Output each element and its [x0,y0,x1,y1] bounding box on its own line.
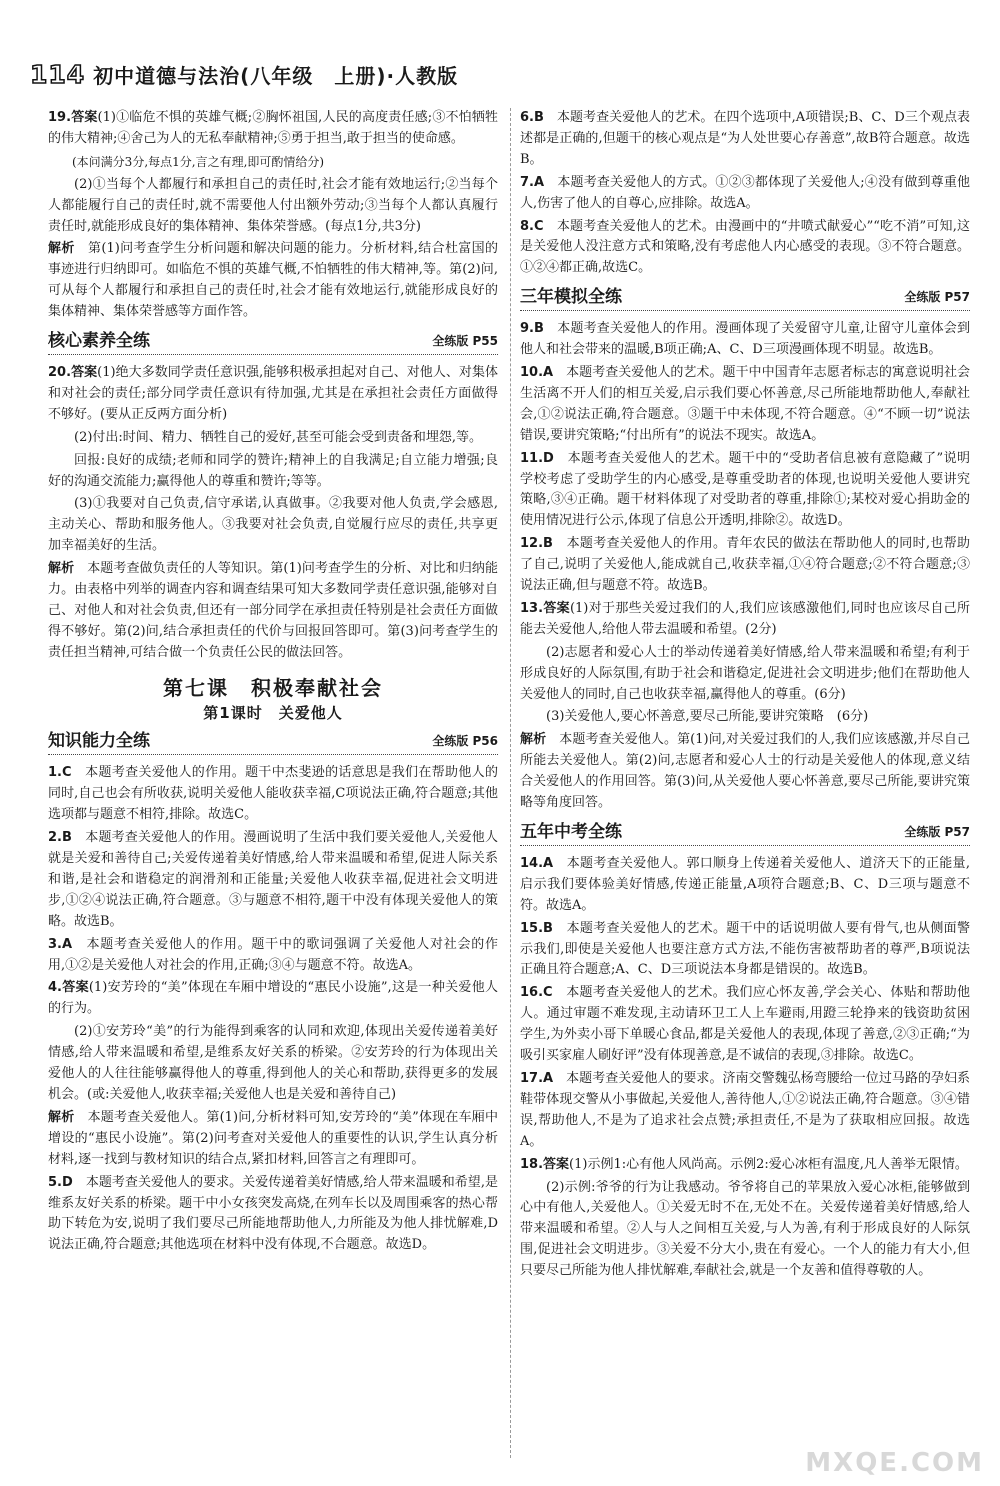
page-number: 114 [30,59,86,89]
answer-item [520,173,970,215]
answer-text: (2)①安芳玲“美”的行为能得到乘客的认同和欢迎,体现出关爱传递着美好情感,给人带来温暖和希望,是维系友好关系的桥梁。②安芳玲的行为体现出关爱他人的人往往能够赢得他人的尊重,得到他人的关心和帮助,获得更多的发展机会。(或:关爱他人,收获幸福;关爱他人也是关爱和善待自己) [48,1024,498,1102]
answer-item [520,919,970,982]
answer-text: 本题考查关爱他人的要求。济南交警魏弘杨弯腰给一位过马路的孕妇系鞋带体现交警从小事做起,关爱他人,善待他人,①②说法正确,符合题意。③④错误,帮助他人,不是为了追求社会点赞;承担责任,不是为了获取相应回报。故选A。 [520,1070,970,1149]
answer-item [48,363,498,426]
answer-item [520,707,970,728]
answer-item [48,1173,498,1257]
answer-text: 本题考查关爱他人的艺术。题干中中国青年志愿者标志的寓意说明社会生活离不开人们的相互关爱,启示我们要心怀善意,尽己所能地帮助他人,奉献社会,①②说法正确,符合题意。③题干中未体现,不符合题意。④“不顾一切”说法错误,要讲究策略;“付出所有”的说法不现实。故选A。 [520,364,970,443]
answer-text: 本题考查关爱他人。第(1)问,分析材料可知,安芳玲的“美”体现在车厢中增设的“惠民小设施”。第(2)问考查对关爱他人的重要性的认识,学生认真分析材料,逐一找到与教材知识的结合点,紧扣材料,回答言之有理即可。 [48,1109,498,1167]
question-number: 11.D [520,450,554,466]
answer-item [48,1022,498,1106]
question-number: 3.A [48,936,73,952]
question-number: 14.A [520,855,554,871]
answer-text: 本题考查关爱他人的作用。青年农民的做法在帮助他人的同时,也帮助了自己,说明了关爱他人,能成就自己,收获幸福,①④符合题意;②不符合题意;③说法正确,但与题意不符。故选B。 [520,536,970,594]
book-title: 初中道德与法治(八年级 上册)·人教版 [93,63,459,88]
answer-item [48,428,498,449]
question-number: 15.B [520,920,553,936]
answer-item [48,494,498,557]
period-title: 第1课时 关爱他人 [203,703,343,722]
question-number: 18. [520,1156,544,1172]
answer-text: (3)关爱他人,要心怀善意,要尽己所能,要讲究策略 (6分) [546,709,869,725]
section-title: 知识能力全练 [48,731,150,752]
answer-text: 本题考查关爱他人的艺术。我们应心怀友善,学会关心、体贴和帮助他人。通过审题不难发现,主动请环卫工人上车避雨,用蹬三轮挣来的钱资助贫困学生,为外卖小哥下单暖心食品,都是关爱他人的表现,体现了善意,②③正确;“为吸引买家雇人刷好评”没有体现善意,是不诚信的表现,③排除。故选C。 [520,985,970,1064]
question-number: 19. [48,110,72,125]
section-title: 核心素养全练 [48,331,150,352]
answer-item [520,217,970,280]
answer-text: 本题考查关爱他人的艺术。在四个选项中,A项错误;B、C、D三个观点表述都是正确的,但题干的核心观点是“为人处世要心存善意”,故B符合题意。故选B。 [520,110,970,167]
answer-text: 本题考查关爱他人的艺术。题干中的话说明做人要有骨气,也从侧面警示我们,即使是关爱他人也要注意方式方法,不能伤害被帮助者的尊严,B项说法正确且符合题意;A、C、D三项说法本身都是错误的。故选B。 [520,920,970,978]
answer-item [520,854,970,917]
answer-text: (2)志愿者和爱心人士的举动传递着美好情感,给人带来温暖和希望;有利于形成良好的人际氛围,有助于社会和谐稳定,促进社会文明进步;他们在帮助他人关爱他人的同时,自己也收获幸福,赢得他人的尊重。(6分) [520,644,970,702]
answer-text: 本题考查关爱他人的作用。漫画体现了关爱留守儿童,让留守儿童体会到他人和社会带来的温暖,B项正确;A、C、D三项漫画体现不明显。故选B。 [520,321,970,358]
answer-item [520,1178,970,1283]
answer-tag: 答案 [543,1156,570,1172]
question-number: 8.C [520,218,544,234]
answer-text: (1)示例1:心有他人风尚高。示例2:爱心冰柜有温度,凡人善举无限情。 [569,1156,968,1172]
section-ref: 全练版 P56 [432,734,498,749]
answer-text: 本题考查关爱他人。第(1)问,对关爱过我们的人,我们应该感激,并尽自己所能去关爱他人。第(2)问,志愿者和爱心人士的行动是关爱他人的体现,意义结合关爱他人的作用回答。第(3)问,从关爱他人要心怀善意,要尽己所能,要讲究策略等角度回答。 [520,732,970,811]
section-heading [520,822,970,846]
question-number: 16.C [520,985,553,1001]
question-number: 17.A [520,1070,554,1086]
answer-tag: 答案 [543,600,570,616]
column-divider [510,108,511,1458]
answer-item [48,175,498,238]
answer-text: 本题考查关爱他人。郭口顺身上传递着关爱他人、道济天下的正能量,启示我们要体验美好情感,传递正能量,A项符合题意;B、C、D三项与题意不符。故选A。 [520,855,970,913]
answer-tag: 解析 [48,241,75,257]
section-ref: 全练版 P57 [904,290,970,305]
answer-item [48,828,498,933]
question-number: 1.C [48,765,72,781]
answer-item [520,319,970,361]
answer-item [48,152,498,173]
section-ref: 全练版 P55 [432,334,498,349]
answer-text: 本题考查关爱他人的艺术。由漫画中的“井喷式献爱心”“吃不消”可知,这是关爱他人没注意方式和策略,没有考虑他人内心感受的表现。③不符合题意。①②④都正确,故选C。 [520,218,970,276]
answer-item [48,935,498,977]
question-number: 5.D [48,1174,73,1190]
answer-item [520,643,970,706]
answer-item [48,108,498,150]
question-number: 20. [48,364,72,380]
answer-text: (1)①临危不惧的英雄气概;②胸怀祖国,人民的高度责任感;③不怕牺牲的伟大精神;④舍己为人的无私奉献精神;⑤勇于担当,敢于担当的使命感。 [48,110,498,146]
answer-item [520,599,970,641]
answer-text: 本题考查关爱他人的方式。①②③都体现了关爱他人;④没有做到尊重他人,伤害了他人的自尊心,应排除。故选A。 [520,174,970,211]
question-number: 13. [520,600,544,616]
left-column [48,108,498,1258]
answer-item [48,978,498,1020]
answer-item [520,449,970,533]
answer-text: (1)绝大多数同学责任意识强,能够积极承担起对自己、对他人、对集体和对社会的责任;部分同学责任意识有待加强,尤其是在承担社会责任方面做得不够好。(要从正反两方面分析) [48,364,498,422]
answer-item [520,983,970,1067]
watermark: MXQE.COM [805,1448,984,1478]
section-heading [48,731,498,755]
answer-tag: 答案 [71,364,98,380]
answer-tag: 解析 [520,732,547,748]
answer-item [520,1155,970,1176]
question-number: 9.B [520,321,544,337]
answer-tag: 解析 [48,561,75,577]
lesson-title: 第七课 积极奉献社会 [163,675,383,700]
answer-text: (2)付出:时间、精力、牺牲自己的爱好,甚至可能会受到责备和埋怨,等。 [74,429,483,445]
question-number: 4. [48,980,62,996]
answer-item [520,363,970,447]
answer-text: 本题考查关爱他人的艺术。题干中的“受助者信息被有意隐藏了”说明学校考虑了受助学生的内心感受,是尊重受助者的体现,也说明关爱他人要讲究策略,③④正确。题干材料体现了对受助者的尊重,排除①;某校对爱心捐助金的使用情况进行公示,体现了信息公开透明,排除②。故选D。 [520,450,970,529]
answer-text: (1)安芳玲的“美”体现在车厢中增设的“惠民小设施”,这是一种关爱他人的行为。 [48,980,498,1017]
question-number: 6.B [520,110,544,125]
section-heading [520,287,970,311]
answer-item [48,239,498,323]
answer-text: 回报:良好的成绩;老师和同学的赞许;精神上的自我满足;自立能力增强;良好的沟通交流能力;赢得他人的尊重和赞许;等等。 [48,452,498,489]
answer-text: 本题考查关爱他人的作用。漫画说明了生活中我们要关爱他人,关爱他人就是关爱和善待自己;关爱传递着美好情感,给人带来温暖和希望,促进人际关系和谐,是社会和谐稳定的润滑剂和正能量;关爱他人收获幸福,促进社会文明进步,①②④说法正确,符合题意。③与题意不相符,题干中没有体现关爱他人的策略。故选B。 [48,830,498,929]
answer-text: 本题考查关爱他人的作用。题干中的歌词强调了关爱他人对社会的作用,①②是关爱他人对社会的作用,正确;③④与题意不符。故选A。 [48,936,498,973]
answer-item [48,559,498,664]
answer-text: 第(1)问考查学生分析问题和解决问题的能力。分析材料,结合杜富国的事迹进行归纳即可。如临危不惧的英雄气概,不怕牺牲的伟大精神,等。第(2)问,可从每个人都履行和承担自己的责任时,社会才能有效地运行,就能形成良好的集体精神、集体荣誉感等方面作答。 [48,241,498,320]
answer-text: 本题考查关爱他人的要求。关爱传递着美好情感,给人带来温暖和希望,是维系友好关系的桥梁。题干中小女孩突发高烧,在列车长以及周围乘客的热心帮助下转危为安,说明了我们要尽己所能地帮助他人,力所能及为他人排忧解难,D说法正确,符合题意;其他选项在材料中没有体现,不合题意。故选D。 [48,1174,498,1253]
section-heading [48,331,498,355]
answer-text: (2)①当每个人都履行和承担自己的责任时,社会才能有效地运行;②当每个人都能履行自己的责任时,就不需要他人付出额外劳动;③当每个人都认真履行责任时,就能形成良好的集体精神、集体荣誉感。(每点1分,共3分) [48,176,498,234]
section-ref: 全练版 P57 [904,825,970,839]
answer-item [520,730,970,814]
right-column [520,108,970,1284]
answer-item [520,108,970,171]
answer-text: 本题考查做负责任的人等知识。第(1)问考查学生的分析、对比和归纳能力。由表格中列举的调查内容和调查结果可知大多数同学责任意识强,能够对自己、对他人和对社会负责,但还有一部分同学在承担责任特别是社会责任方面做得不够好。第(2)问,结合承担责任的代价与回报回答即可。第(3)问考查学生的责任担当精神,可结合做一个负责任公民的做法回答。 [48,561,498,660]
answer-item [520,1069,970,1153]
question-number: 10.A [520,364,554,380]
answer-text: (1)对于那些关爱过我们的人,我们应该感激他们,同时也应该尽自己所能去关爱他人,给他人带去温暖和希望。(2分) [520,600,970,637]
answer-item [520,534,970,597]
answer-text: (2)示例:爷爷的行为让我感动。爷爷将自己的苹果放入爱心冰柜,能够做到心中有他人,关爱他人。①关爱无时不在,无处不在。关爱传递着美好情感,给人带来温暖和希望。②人与人之间相互关爱,与人为善,有利于形成良好的人际氛围,促进社会文明进步。③关爱不分大小,贵在有爱心。一个人的能力有大小,但只要尽己所能为他人排忧解难,奉献社会,就是一个友善和值得尊敬的人。 [520,1179,970,1279]
answer-item [48,451,498,493]
section-title: 三年模拟全练 [520,287,622,308]
answer-text: 本题考查关爱他人的作用。题干中杰斐逊的话意思是我们在帮助他人的同时,自己也会有所收获,说明关爱他人能收获幸福,C项说法正确,符合题意;其他选项都与题意不相符,排除。故选C。 [48,765,498,823]
answer-item [48,763,498,826]
answer-tag: 答案 [61,980,89,996]
answer-tag: 解析 [48,1109,75,1125]
question-number: 7.A [520,174,545,190]
page-header [30,54,458,94]
answer-item [48,1108,498,1171]
section-title: 五年中考全练 [520,822,622,842]
answer-tag: 答案 [71,110,98,125]
question-number: 12.B [520,536,553,552]
answer-text: (3)①我要对自己负责,信守承诺,认真做事。②我要对他人负责,学会感恩,主动关心、帮助和服务他人。③我要对社会负责,自觉履行应尽的责任,共享更加幸福美好的生活。 [48,496,498,554]
question-number: 2.B [48,830,72,846]
answer-text: (本问满分3分,每点1分,言之有理,即可酌情给分) [72,154,325,169]
